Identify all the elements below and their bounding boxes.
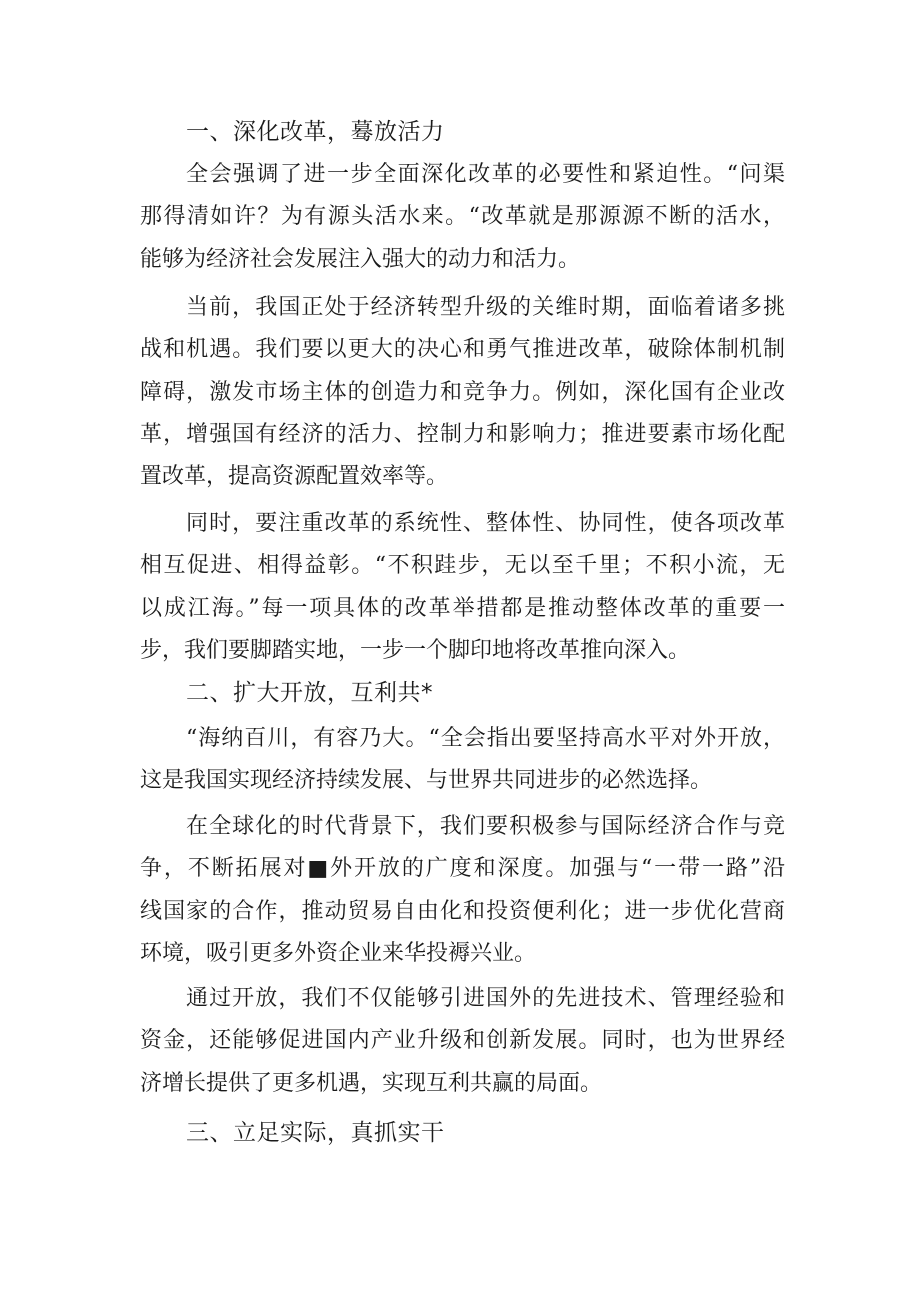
text-line: 在全球化的时代背景下，我们要积极参与国际经济合作与竞 <box>186 814 785 839</box>
text-line: 革，增强国有经济的活力、控制力和影响力；推进要素市场化配 <box>140 421 785 447</box>
paragraph-1-1 <box>140 154 785 281</box>
text-line: “海纳百川，有容乃大。“全会指出要坚持高水平对外开放， <box>186 726 785 751</box>
text-line: 环境，吸引更多外资企业来华投褥兴业。 <box>140 940 537 966</box>
text-line: 通过开放，我们不仅能够引进国外的先进技术、管理经验和 <box>186 986 785 1011</box>
paragraph-2-3 <box>140 978 785 1105</box>
text-line: 线国家的合作，推动贸易自由化和投资便利化；进一步优化营商 <box>140 898 785 924</box>
text-line: 以成江海。”每一项具体的改革举措都是推动整体改革的重要一 <box>140 595 785 621</box>
text-line: 争，不断拓展对■外开放的广度和深度。加强与“一带一路”沿 <box>140 856 785 882</box>
paragraph-1-2 <box>140 287 785 498</box>
text-line: 障碍，激发市场主体的创造力和竞争力。例如，深化国有企业改 <box>140 379 785 405</box>
text-line: 这是我国实现经济持续发展、与世界共同进步的必然选择。 <box>140 768 713 794</box>
text-line: 相互促进、相得益彰。“不积跬步，无以至千里；不积小流，无 <box>140 553 785 579</box>
section-heading-3: 三、立足实际，真抓实干 <box>186 1120 445 1146</box>
text-line: 资金，还能够促进国内产业升级和创新发展。同时，也为世界经 <box>140 1028 785 1054</box>
text-line: 同时，要注重改革的系统性、整体性、协同性，使各项改革 <box>186 511 785 536</box>
text-line: 战和机遇。我们要以更大的决心和勇气推进改革，破除体制机制 <box>140 337 785 363</box>
section-heading-2: 二、扩大开放，互利共* <box>186 680 433 706</box>
text-line: 当前，我国正处于经济转型升级的关维时期，面临着诸多挑 <box>186 295 785 320</box>
text-line: 全会强调了进一步全面深化改革的必要性和紧迫性。“问渠 <box>186 162 785 187</box>
text-line: 步，我们要脚踏实地，一步一个脚印地将改革推向深入。 <box>140 637 691 663</box>
section-heading-1: 一、深化改革，蓦放活力 <box>186 119 445 145</box>
paragraph-1-3 <box>140 503 785 672</box>
text-line: 置改革，提高资源配置效率等。 <box>140 464 449 490</box>
paragraph-2-2 <box>140 806 785 975</box>
text-line: 那得清如许？为有源头活水来。“改革就是那源源不断的活水， <box>140 204 785 230</box>
text-line: 能够为经济社会发展注入强大的动力和活力。 <box>140 246 581 272</box>
text-line: 济增长提供了更多机遇，实现互利共赢的局面。 <box>140 1070 603 1096</box>
paragraph-2-1 <box>140 718 785 803</box>
